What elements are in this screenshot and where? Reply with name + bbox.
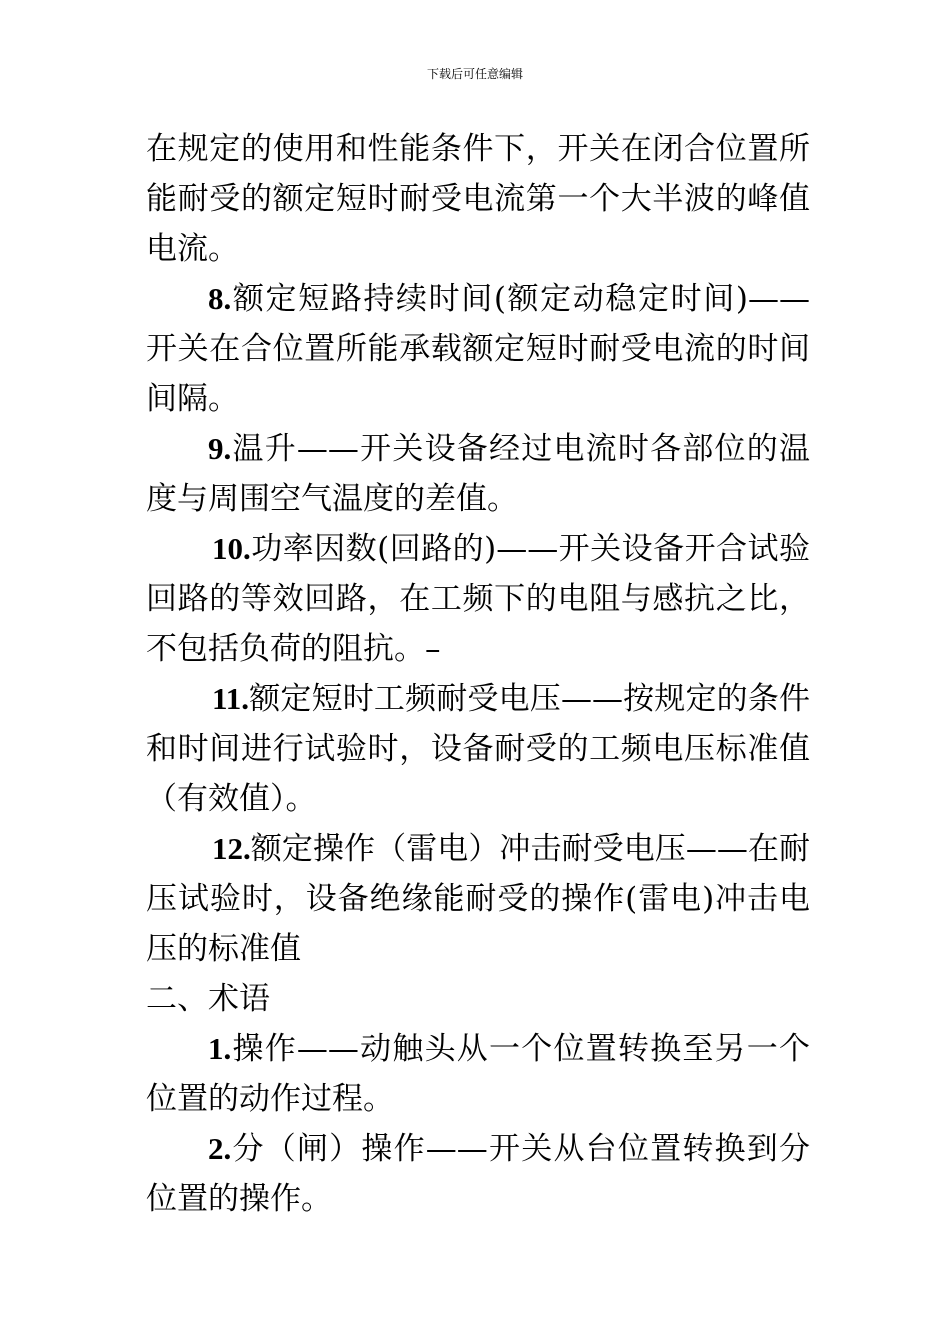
paragraph-term-1: [146, 1024, 810, 1124]
item-number: 12.: [212, 831, 251, 866]
section-heading-terminology: [146, 974, 810, 1024]
item-number: 9.: [208, 431, 232, 466]
item-number: 1.: [208, 1031, 232, 1066]
item-number: 10.: [212, 531, 251, 566]
paragraph-text: 额定短时工频耐受电压——按规定的条件和时间进行试验时，设备耐受的工频电压标准值（有效值）。: [146, 681, 810, 817]
paragraph-text: 额定短路持续时间(额定动稳定时间)——开关在合位置所能承载额定短时耐受电流的时间间隔。: [146, 281, 810, 417]
paragraph-text: 操作——动触头从一个位置转换至另一个位置的动作过程。: [146, 1031, 810, 1117]
document-body: [146, 124, 810, 1224]
section-heading-text: 二、术语: [146, 981, 270, 1017]
paragraph-text: 在规定的使用和性能条件下，开关在闭合位置所能耐受的额定短时耐受电流第一个大半波的峰值电流。: [146, 131, 810, 267]
paragraph-item-11: [146, 674, 810, 824]
paragraph-text: 温升——开关设备经过电流时各部位的温度与周围空气温度的差值。: [146, 431, 810, 517]
paragraph-item-9: [146, 424, 810, 524]
paragraph-item-8: [146, 274, 810, 424]
item-number: 2.: [208, 1131, 232, 1166]
paragraph-item-10: [146, 524, 810, 674]
page-header-note: 下载后可任意编辑: [426, 67, 523, 81]
item-number: 11.: [212, 681, 250, 716]
item-number: 8.: [208, 281, 232, 316]
paragraph-item-12: [146, 824, 810, 974]
paragraph-text: 额定操作（雷电）冲击耐受电压——在耐压试验时，设备绝缘能耐受的操作(雷电)冲击电压的标准值: [146, 831, 810, 967]
paragraph-term-2: [146, 1124, 810, 1224]
paragraph-peak-current-definition: [146, 124, 810, 274]
paragraph-text: 分（闸）操作——开关从台位置转换到分位置的操作。: [146, 1131, 810, 1217]
paragraph-text: 功率因数(回路的)——开关设备开合试验回路的等效回路，在工频下的电阻与感抗之比，不包括负荷的阻抗。–: [146, 531, 810, 667]
